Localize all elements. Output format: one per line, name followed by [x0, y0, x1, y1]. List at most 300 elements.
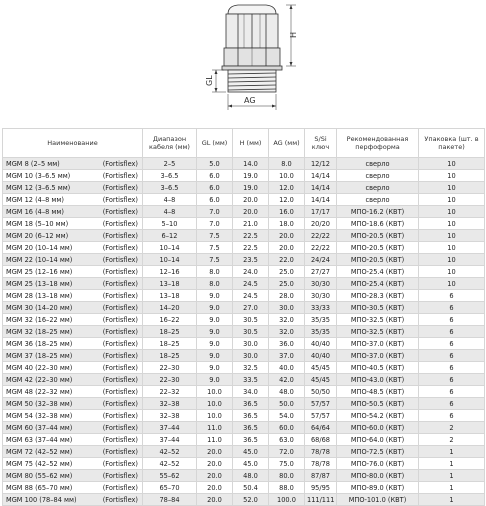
- cell-pack: 6: [419, 326, 485, 338]
- cell-ag: 75.0: [269, 458, 305, 470]
- header-key: S/Si ключ: [305, 129, 337, 158]
- cell-key: 45/45: [305, 362, 337, 374]
- cell-name: [3, 242, 143, 254]
- cell-ag: 12.0: [269, 194, 305, 206]
- product-brand: (Fortisflex): [102, 315, 138, 324]
- header-punch: Рекомендованная перфоформа: [337, 129, 419, 158]
- table-row: [3, 398, 485, 410]
- cell-h: 27.0: [233, 302, 269, 314]
- cell-key: 20/20: [305, 218, 337, 230]
- cell-pack: 6: [419, 350, 485, 362]
- product-brand: (Fortisflex): [102, 411, 138, 420]
- product-brand: (Fortisflex): [102, 183, 138, 192]
- cell-gl: 7.5: [197, 254, 233, 266]
- cell-cable-range: 10–14: [143, 254, 197, 266]
- cell-cable-range: 32–38: [143, 410, 197, 422]
- cell-h: 33.5: [233, 374, 269, 386]
- product-model: MGM 40 (22–30 мм): [6, 363, 73, 372]
- cell-pack: 2: [419, 434, 485, 446]
- product-brand: (Fortisflex): [102, 255, 138, 264]
- cell-key: 22/22: [305, 230, 337, 242]
- cell-pack: 10: [419, 158, 485, 170]
- cell-name: [3, 170, 143, 182]
- cell-h: 34.0: [233, 386, 269, 398]
- cell-ag: 40.0: [269, 362, 305, 374]
- cell-ag: 37.0: [269, 350, 305, 362]
- cell-gl: 7.5: [197, 230, 233, 242]
- cell-h: 22.5: [233, 230, 269, 242]
- cell-name: [3, 158, 143, 170]
- cell-pack: 6: [419, 410, 485, 422]
- cell-name: [3, 218, 143, 230]
- cell-gl: 20.0: [197, 494, 233, 506]
- cell-gl: 10.0: [197, 398, 233, 410]
- cell-punch: МПО-76.0 (КВТ): [337, 458, 419, 470]
- cell-key: 111/111: [305, 494, 337, 506]
- cell-gl: 8.0: [197, 278, 233, 290]
- product-brand: (Fortisflex): [102, 159, 138, 168]
- cell-pack: 1: [419, 470, 485, 482]
- cell-name: [3, 470, 143, 482]
- cell-key: 35/35: [305, 314, 337, 326]
- cell-h: 45.0: [233, 446, 269, 458]
- table-row: [3, 278, 485, 290]
- table-row: [3, 314, 485, 326]
- table-row: [3, 410, 485, 422]
- cell-ag: 25.0: [269, 266, 305, 278]
- cell-key: 27/27: [305, 266, 337, 278]
- product-model: MGM 20 (10–14 мм): [6, 243, 73, 252]
- product-brand: (Fortisflex): [102, 267, 138, 276]
- header-gl: GL (мм): [197, 129, 233, 158]
- product-brand: (Fortisflex): [102, 351, 138, 360]
- cell-name: [3, 362, 143, 374]
- product-brand: (Fortisflex): [102, 363, 138, 372]
- header-name: Наименование: [3, 129, 143, 158]
- cell-punch: МПО-80.0 (КВТ): [337, 470, 419, 482]
- cell-ag: 36.0: [269, 338, 305, 350]
- header-ag: AG (мм): [269, 129, 305, 158]
- cell-ag: 42.0: [269, 374, 305, 386]
- cell-name: [3, 434, 143, 446]
- cell-pack: 10: [419, 254, 485, 266]
- product-model: MGM 20 (6–12 мм): [6, 231, 69, 240]
- product-model: MGM 60 (37–44 мм): [6, 423, 73, 432]
- cell-name: [3, 230, 143, 242]
- cell-ag: 54.0: [269, 410, 305, 422]
- cell-gl: 6.0: [197, 194, 233, 206]
- product-model: MGM 32 (18–25 мм): [6, 327, 73, 336]
- cell-gl: 9.0: [197, 350, 233, 362]
- cell-pack: 6: [419, 302, 485, 314]
- cell-pack: 6: [419, 362, 485, 374]
- product-model: MGM 8 (2–5 мм): [6, 159, 60, 168]
- gland-drawing: [180, 0, 300, 118]
- dimension-label-h: H: [289, 31, 298, 38]
- cell-punch: сверло: [337, 158, 419, 170]
- table-row: [3, 422, 485, 434]
- table-row: [3, 302, 485, 314]
- cell-h: 32.5: [233, 362, 269, 374]
- cell-key: 24/24: [305, 254, 337, 266]
- product-model: MGM 72 (42–52 мм): [6, 447, 73, 456]
- product-brand: (Fortisflex): [102, 495, 138, 504]
- dimension-label-ag: AG: [244, 96, 256, 105]
- cell-key: 95/95: [305, 482, 337, 494]
- cell-pack: 10: [419, 242, 485, 254]
- table-row: [3, 266, 485, 278]
- cell-h: 30.0: [233, 350, 269, 362]
- product-model: MGM 30 (14–20 мм): [6, 303, 73, 312]
- product-model: MGM 12 (3–6.5 мм): [6, 183, 71, 192]
- cell-key: 87/87: [305, 470, 337, 482]
- cell-cable-range: 37–44: [143, 422, 197, 434]
- cell-name: [3, 290, 143, 302]
- cell-cable-range: 55–62: [143, 470, 197, 482]
- cell-h: 30.0: [233, 338, 269, 350]
- cell-cable-range: 2–5: [143, 158, 197, 170]
- cell-h: 45.0: [233, 458, 269, 470]
- product-model: MGM 50 (32–38 мм): [6, 399, 73, 408]
- cell-key: 35/35: [305, 326, 337, 338]
- cell-punch: МПО-64.0 (КВТ): [337, 434, 419, 446]
- cell-cable-range: 22–32: [143, 386, 197, 398]
- cell-ag: 22.0: [269, 254, 305, 266]
- cell-h: 30.5: [233, 314, 269, 326]
- cell-punch: сверло: [337, 170, 419, 182]
- cell-key: 17/17: [305, 206, 337, 218]
- cell-name: [3, 266, 143, 278]
- table-row: [3, 362, 485, 374]
- cell-key: 50/50: [305, 386, 337, 398]
- cell-punch: МПО-20.5 (КВТ): [337, 242, 419, 254]
- cell-ag: 50.0: [269, 398, 305, 410]
- cell-cable-range: 10–14: [143, 242, 197, 254]
- cell-name: [3, 398, 143, 410]
- cell-name: [3, 314, 143, 326]
- cell-cable-range: 42–52: [143, 458, 197, 470]
- table-row: [3, 242, 485, 254]
- cell-cable-range: 32–38: [143, 398, 197, 410]
- cell-punch: МПО-28.3 (КВТ): [337, 290, 419, 302]
- header-cable-range: Диапазон кабеля (мм): [143, 129, 197, 158]
- product-brand: (Fortisflex): [102, 195, 138, 204]
- cell-gl: 20.0: [197, 458, 233, 470]
- table-row: [3, 194, 485, 206]
- table-row: [3, 338, 485, 350]
- cell-ag: 72.0: [269, 446, 305, 458]
- cell-name: [3, 338, 143, 350]
- cell-punch: МПО-37.0 (КВТ): [337, 338, 419, 350]
- cell-gl: 6.0: [197, 182, 233, 194]
- cell-gl: 9.0: [197, 338, 233, 350]
- cell-pack: 1: [419, 458, 485, 470]
- cell-gl: 5.0: [197, 158, 233, 170]
- cell-h: 30.5: [233, 326, 269, 338]
- cell-ag: 48.0: [269, 386, 305, 398]
- product-brand: (Fortisflex): [102, 243, 138, 252]
- product-model: MGM 25 (12–16 мм): [6, 267, 73, 276]
- cell-name: [3, 458, 143, 470]
- cell-pack: 1: [419, 494, 485, 506]
- cell-gl: 9.0: [197, 374, 233, 386]
- cell-gl: 9.0: [197, 362, 233, 374]
- cell-pack: 6: [419, 314, 485, 326]
- cell-punch: МПО-40.5 (КВТ): [337, 362, 419, 374]
- cell-punch: МПО-43.0 (КВТ): [337, 374, 419, 386]
- cell-key: 68/68: [305, 434, 337, 446]
- cell-key: 14/14: [305, 194, 337, 206]
- cell-pack: 2: [419, 422, 485, 434]
- cell-key: 12/12: [305, 158, 337, 170]
- cell-punch: МПО-37.0 (КВТ): [337, 350, 419, 362]
- cell-h: 36.5: [233, 410, 269, 422]
- cell-punch: МПО-16.2 (КВТ): [337, 206, 419, 218]
- cell-gl: 11.0: [197, 434, 233, 446]
- cell-ag: 32.0: [269, 314, 305, 326]
- cell-gl: 7.5: [197, 242, 233, 254]
- cell-h: 24.0: [233, 266, 269, 278]
- cell-h: 36.5: [233, 422, 269, 434]
- product-brand: (Fortisflex): [102, 375, 138, 384]
- cell-name: [3, 350, 143, 362]
- table-row: [3, 158, 485, 170]
- cell-h: 24.5: [233, 278, 269, 290]
- product-brand: (Fortisflex): [102, 435, 138, 444]
- cell-cable-range: 3–6.5: [143, 170, 197, 182]
- cell-key: 78/78: [305, 458, 337, 470]
- cell-pack: 6: [419, 338, 485, 350]
- product-model: MGM 88 (65–70 мм): [6, 483, 73, 492]
- table-row: [3, 470, 485, 482]
- cell-h: 21.0: [233, 218, 269, 230]
- cell-key: 22/22: [305, 242, 337, 254]
- table-row: [3, 254, 485, 266]
- product-brand: (Fortisflex): [102, 483, 138, 492]
- cell-ag: 100.0: [269, 494, 305, 506]
- cell-pack: 1: [419, 446, 485, 458]
- cell-punch: МПО-30.5 (КВТ): [337, 302, 419, 314]
- cell-h: 50.4: [233, 482, 269, 494]
- product-brand: (Fortisflex): [102, 171, 138, 180]
- header-pack: Упаковка (шт. в пакете): [419, 129, 485, 158]
- cell-punch: МПО-60.0 (КВТ): [337, 422, 419, 434]
- cell-cable-range: 18–25: [143, 326, 197, 338]
- cell-gl: 20.0: [197, 482, 233, 494]
- table-row: [3, 170, 485, 182]
- table-row: [3, 458, 485, 470]
- product-model: MGM 100 (78–84 мм): [6, 495, 77, 504]
- table-row: [3, 482, 485, 494]
- product-brand: (Fortisflex): [102, 231, 138, 240]
- cell-name: [3, 206, 143, 218]
- cell-punch: МПО-20.5 (КВТ): [337, 254, 419, 266]
- cell-name: [3, 254, 143, 266]
- table-header-row: [3, 129, 485, 158]
- cell-key: 40/40: [305, 338, 337, 350]
- cell-ag: 20.0: [269, 230, 305, 242]
- cell-ag: 8.0: [269, 158, 305, 170]
- cell-h: 14.0: [233, 158, 269, 170]
- cell-ag: 28.0: [269, 290, 305, 302]
- cell-cable-range: 4–8: [143, 206, 197, 218]
- cell-cable-range: 14–20: [143, 302, 197, 314]
- cell-pack: 10: [419, 230, 485, 242]
- header-h: H (мм): [233, 129, 269, 158]
- cell-cable-range: 12–16: [143, 266, 197, 278]
- table-row: [3, 218, 485, 230]
- cell-pack: 10: [419, 170, 485, 182]
- cell-h: 20.0: [233, 194, 269, 206]
- cell-name: [3, 374, 143, 386]
- cell-key: 45/45: [305, 374, 337, 386]
- product-brand: (Fortisflex): [102, 423, 138, 432]
- cell-punch: МПО-89.0 (КВТ): [337, 482, 419, 494]
- product-model: MGM 80 (55–62 мм): [6, 471, 73, 480]
- cell-punch: МПО-101.0 (КВТ): [337, 494, 419, 506]
- product-model: MGM 12 (4–8 мм): [6, 195, 64, 204]
- cell-pack: 6: [419, 290, 485, 302]
- product-model: MGM 25 (13–18 мм): [6, 279, 73, 288]
- cell-key: 78/78: [305, 446, 337, 458]
- cell-cable-range: 6–12: [143, 230, 197, 242]
- cell-key: 64/64: [305, 422, 337, 434]
- cell-pack: 10: [419, 206, 485, 218]
- cell-pack: 6: [419, 398, 485, 410]
- cell-h: 19.0: [233, 182, 269, 194]
- cell-cable-range: 3–6.5: [143, 182, 197, 194]
- cell-ag: 80.0: [269, 470, 305, 482]
- product-brand: (Fortisflex): [102, 279, 138, 288]
- cell-name: [3, 422, 143, 434]
- cell-key: 57/57: [305, 410, 337, 422]
- cell-pack: 10: [419, 278, 485, 290]
- cell-h: 36.5: [233, 398, 269, 410]
- cell-key: 40/40: [305, 350, 337, 362]
- product-model: MGM 48 (22–32 мм): [6, 387, 73, 396]
- table-body: [3, 158, 485, 506]
- product-model: MGM 54 (32–38 мм): [6, 411, 73, 420]
- cell-h: 24.5: [233, 290, 269, 302]
- cell-name: [3, 182, 143, 194]
- cell-gl: 20.0: [197, 446, 233, 458]
- cell-key: 57/57: [305, 398, 337, 410]
- table-row: [3, 374, 485, 386]
- dimension-label-gl: GL: [205, 75, 214, 86]
- cell-cable-range: 37–44: [143, 434, 197, 446]
- product-model: MGM 75 (42–52 мм): [6, 459, 73, 468]
- cell-ag: 16.0: [269, 206, 305, 218]
- cell-h: 19.0: [233, 170, 269, 182]
- cell-punch: МПО-32.5 (КВТ): [337, 326, 419, 338]
- product-brand: (Fortisflex): [102, 339, 138, 348]
- cell-gl: 7.0: [197, 206, 233, 218]
- product-brand: (Fortisflex): [102, 459, 138, 468]
- cell-cable-range: 16–22: [143, 314, 197, 326]
- table-row: [3, 326, 485, 338]
- cell-ag: 18.0: [269, 218, 305, 230]
- cell-pack: 10: [419, 266, 485, 278]
- cell-gl: 9.0: [197, 314, 233, 326]
- cell-pack: 10: [419, 194, 485, 206]
- table-row: [3, 386, 485, 398]
- cell-gl: 9.0: [197, 326, 233, 338]
- cell-key: 14/14: [305, 182, 337, 194]
- table-row: [3, 230, 485, 242]
- cell-cable-range: 22–30: [143, 362, 197, 374]
- cell-cable-range: 22–30: [143, 374, 197, 386]
- cell-pack: 10: [419, 182, 485, 194]
- cell-gl: 6.0: [197, 170, 233, 182]
- cell-punch: МПО-20.5 (КВТ): [337, 230, 419, 242]
- product-model: MGM 63 (37–44 мм): [6, 435, 73, 444]
- product-model: MGM 22 (10–14 мм): [6, 255, 73, 264]
- cell-gl: 11.0: [197, 422, 233, 434]
- cell-cable-range: 78–84: [143, 494, 197, 506]
- cell-h: 52.0: [233, 494, 269, 506]
- cell-gl: 20.0: [197, 470, 233, 482]
- cell-punch: МПО-25.4 (КВТ): [337, 266, 419, 278]
- cell-key: 30/30: [305, 278, 337, 290]
- cell-cable-range: 65–70: [143, 482, 197, 494]
- cell-h: 20.0: [233, 206, 269, 218]
- cell-cable-range: 18–25: [143, 338, 197, 350]
- cell-ag: 88.0: [269, 482, 305, 494]
- cell-name: [3, 326, 143, 338]
- cell-name: [3, 302, 143, 314]
- product-brand: (Fortisflex): [102, 207, 138, 216]
- cell-gl: 9.0: [197, 290, 233, 302]
- cell-key: 30/30: [305, 290, 337, 302]
- cell-cable-range: 4–8: [143, 194, 197, 206]
- cell-h: 36.5: [233, 434, 269, 446]
- cell-gl: 9.0: [197, 302, 233, 314]
- cell-name: [3, 446, 143, 458]
- cell-ag: 30.0: [269, 302, 305, 314]
- cell-name: [3, 482, 143, 494]
- cell-name: [3, 194, 143, 206]
- cell-punch: МПО-48.5 (КВТ): [337, 386, 419, 398]
- product-model: MGM 42 (22–30 мм): [6, 375, 73, 384]
- product-brand: (Fortisflex): [102, 447, 138, 456]
- cell-punch: сверло: [337, 194, 419, 206]
- cell-punch: МПО-54.2 (КВТ): [337, 410, 419, 422]
- table-row: [3, 290, 485, 302]
- product-brand: (Fortisflex): [102, 303, 138, 312]
- cell-punch: МПО-25.4 (КВТ): [337, 278, 419, 290]
- cell-key: 14/14: [305, 170, 337, 182]
- cell-gl: 8.0: [197, 266, 233, 278]
- cell-cable-range: 42–52: [143, 446, 197, 458]
- product-brand: (Fortisflex): [102, 471, 138, 480]
- table-row: [3, 206, 485, 218]
- table-row: [3, 350, 485, 362]
- table-row: [3, 434, 485, 446]
- table-row: [3, 446, 485, 458]
- product-brand: (Fortisflex): [102, 399, 138, 408]
- cell-pack: 1: [419, 482, 485, 494]
- cell-pack: 6: [419, 386, 485, 398]
- spec-table: [2, 128, 485, 506]
- cell-ag: 12.0: [269, 182, 305, 194]
- cell-ag: 32.0: [269, 326, 305, 338]
- cell-name: [3, 386, 143, 398]
- cell-cable-range: 13–18: [143, 290, 197, 302]
- product-brand: (Fortisflex): [102, 327, 138, 336]
- product-model: MGM 32 (16–22 мм): [6, 315, 73, 324]
- product-brand: (Fortisflex): [102, 219, 138, 228]
- cell-ag: 63.0: [269, 434, 305, 446]
